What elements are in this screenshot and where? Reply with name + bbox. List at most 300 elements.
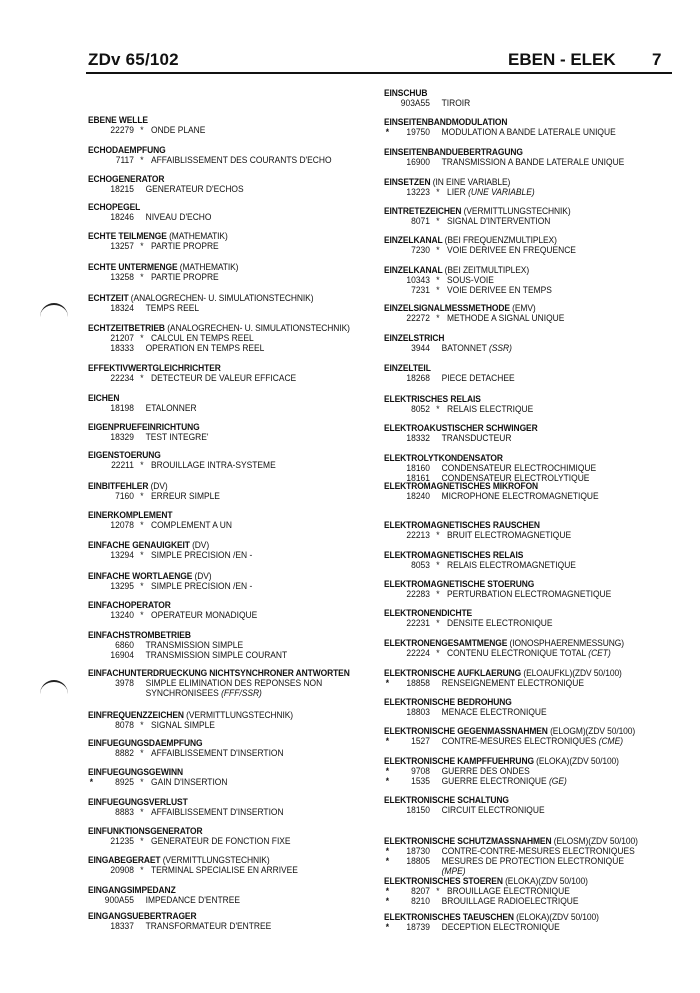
abbreviation: (GE) [548, 775, 567, 786]
term-number: 18333 [110, 342, 134, 353]
glossary-entry [88, 667, 350, 698]
french-translation: MENACE ELECTRONIQUE [441, 706, 547, 717]
glossary-entry [384, 726, 654, 746]
standard-term-marker: * [140, 864, 144, 875]
french-translation: BROUILLAGE ELECTRONIQUE [447, 885, 570, 896]
french-translation: TEST INTEGRE' [145, 431, 209, 442]
french-translation: CALCUL EN TEMPS REEL [151, 332, 254, 343]
french-translation: PARTIE PROPRE [151, 271, 219, 282]
standard-term-marker: * [436, 312, 440, 323]
glossary-entry [88, 571, 342, 591]
term-number: 13257 [110, 240, 134, 251]
nato-star-marker: * [385, 921, 390, 932]
french-translation: OPERATEUR MONADIQUE [151, 609, 258, 620]
term-text: EINGANGSUEBERTRAGER [88, 910, 197, 921]
term-number: 7230 [411, 244, 430, 255]
french-translation: BATONNET (SSR) [441, 342, 512, 353]
standard-term-marker: * [140, 549, 144, 560]
french-translation: OPERATION EN TEMPS REEL [145, 342, 265, 353]
term-text: EINZELTEIL [384, 362, 431, 373]
term-qualifier: (DV) [150, 480, 168, 491]
term-qualifier: (MATHEMATIK) [179, 261, 239, 272]
french-translation: BRUIT ELECTROMAGNETIQUE [447, 529, 572, 540]
translation-line [384, 373, 654, 383]
term-text: ELEKTRONISCHE AUFKLAERUNG [384, 667, 522, 678]
term-number: 18739 [406, 921, 430, 932]
term-number: 16900 [406, 156, 430, 167]
translation-line [88, 343, 342, 353]
french-translation: NIVEAU D'ECHO [145, 211, 212, 222]
glossary-entry [384, 481, 654, 501]
standard-term-marker: * [140, 124, 144, 135]
document-reference: ZDv 65/102 [88, 50, 179, 69]
term-number: 22224 [406, 647, 430, 658]
term-number: 22272 [406, 312, 430, 323]
term-text: ELEKTRONENDICHTE [384, 607, 473, 618]
term-number: 22231 [406, 617, 430, 628]
glossary-entry [88, 115, 342, 135]
term-text: EINFUEGUNGSVERLUST [88, 796, 188, 807]
glossary-entry [384, 423, 654, 443]
glossary-entry [88, 393, 342, 413]
french-translation: SIMPLE ELIMINATION DES REPONSES NON [145, 677, 323, 688]
term-number: 20908 [110, 864, 134, 875]
translation-line [88, 460, 342, 470]
term-text: EINGABEGERAET [88, 854, 161, 865]
abbreviation: (SSR) [488, 342, 512, 353]
term-number: 7117 [115, 154, 134, 165]
term-qualifier: (ELOKA)(ZDV 50/100) [536, 755, 619, 766]
abbreviation: (CME) [598, 735, 624, 746]
french-translation: GUERRE ELECTRONIQUE (GE) [441, 775, 567, 786]
standard-term-marker: * [140, 332, 144, 343]
standard-term-marker: * [140, 609, 144, 620]
glossary-entry [88, 481, 342, 501]
term-text: ELEKTRONISCHE KAMPFFUEHRUNG [384, 755, 534, 766]
glossary-entry [88, 422, 342, 442]
glossary-entry [384, 638, 654, 658]
standard-term-marker: * [140, 580, 144, 591]
glossary-entry [88, 911, 342, 931]
glossary-entry [384, 520, 654, 540]
term-number: 6860 [115, 639, 134, 650]
glossary-entry [88, 767, 342, 787]
standard-term-marker: * [140, 372, 144, 383]
french-translation: TRANSMISSION A BANDE LATERALE UNIQUE [441, 156, 625, 167]
term-number: 8053 [411, 559, 430, 570]
term-number: 7231 [411, 284, 430, 295]
abbreviation: (MPE) [441, 865, 466, 876]
term-number: 22211 [111, 459, 134, 470]
glossary-entry [384, 876, 654, 906]
term-text: EINZELKANAL [384, 234, 443, 245]
term-qualifier: (VERMITTLUNGSTECHNIK) [186, 709, 294, 720]
term-text: ECHTE UNTERMENGE [88, 261, 178, 272]
translation-line [384, 776, 654, 786]
translation-line [88, 241, 342, 251]
term-qualifier: (ELOKA)(ZDV 50/100) [516, 911, 599, 922]
nato-star-marker: * [385, 126, 390, 137]
translation-line [88, 836, 342, 846]
translation-line [88, 581, 342, 591]
range-heading: EBEN - ELEK [508, 50, 616, 69]
standard-term-marker: * [140, 835, 144, 846]
french-translation: SYNCHRONISEES (FFF/SSR) [145, 687, 262, 698]
term-number: 8882 [115, 747, 134, 758]
term-number: 22283 [406, 588, 430, 599]
term-text: EINBITFEHLER [88, 480, 149, 491]
nato-star-marker: * [385, 775, 390, 786]
glossary-entry [384, 265, 654, 295]
term-number: 13294 [110, 549, 134, 560]
french-translation: SOUS-VOIE [447, 274, 494, 285]
term-number: 8883 [115, 806, 134, 817]
header-rule [86, 72, 672, 74]
translation-line [88, 491, 342, 501]
term-qualifier: (DV) [192, 539, 210, 550]
standard-term-marker: * [140, 154, 144, 165]
french-translation: LIER (UNE VARIABLE) [447, 186, 535, 197]
term-text: EFFEKTIVWERTGLEICHRICHTER [88, 362, 221, 373]
term-text: ECHODAEMPFUNG [88, 144, 166, 155]
glossary-entry [384, 550, 654, 570]
translation-line [88, 184, 342, 194]
term-number: 18332 [406, 432, 430, 443]
french-translation: BROUILLAGE INTRA-SYSTEME [151, 459, 276, 470]
standard-term-marker: * [140, 490, 144, 501]
glossary-entry [88, 202, 342, 222]
term-number: 19750 [406, 126, 430, 137]
term-text: ELEKTROMAGNETISCHES RELAIS [384, 549, 524, 560]
glossary-entry [384, 836, 654, 876]
glossary-entry [88, 630, 342, 660]
translation-line [88, 155, 342, 165]
nato-star-marker: * [385, 845, 390, 856]
standard-term-marker: * [436, 186, 440, 197]
binding-hole-mark [40, 680, 68, 696]
standard-term-marker: * [140, 519, 144, 530]
term-number: 1535 [411, 775, 430, 786]
glossary-entry [88, 174, 342, 194]
term-qualifier: (ELOAUFKL)(ZDV 50/100) [523, 667, 622, 678]
translation-line [88, 212, 342, 222]
translation-line [384, 285, 654, 295]
french-translation: AFFAIBLISSEMENT DES COURANTS D'ECHO [151, 154, 332, 165]
term-text: ECHOPEGEL [88, 201, 141, 212]
term-text: EBENE WELLE [88, 114, 148, 125]
term-text: EINFACHUNTERDRUECKUNG NICHTSYNCHRONER ANTWORTEN [88, 667, 350, 678]
translation-line [88, 895, 342, 905]
term-number: 21235 [110, 835, 134, 846]
term-text: EINFREQUENZZEICHEN [88, 709, 184, 720]
french-translation: GUERRE DES ONDES [441, 765, 530, 776]
french-translation: SIMPLE PRECISION /EN - [151, 549, 253, 560]
french-translation: VOIE DERIVEE EN FREQUENCE [447, 244, 576, 255]
term-text: EINTRETEZEICHEN [384, 205, 462, 216]
term-text: ECHOGENERATOR [88, 173, 165, 184]
glossary-entry [384, 363, 654, 383]
standard-term-marker: * [436, 284, 440, 295]
french-translation: ERREUR SIMPLE [151, 490, 220, 501]
translation-line [384, 343, 654, 353]
translation-line [88, 807, 342, 817]
nato-star-marker: * [385, 765, 390, 776]
translation-line [384, 157, 654, 167]
french-translation: TRANSFORMATEUR D'ENTREE [145, 920, 272, 931]
term-number: 3978 [115, 677, 134, 688]
standard-term-marker: * [140, 747, 144, 758]
glossary-entry [384, 235, 654, 255]
french-translation: TRANSMISSION SIMPLE [145, 639, 244, 650]
term-number: 1527 [411, 735, 430, 746]
french-translation: TEMPS REEL [145, 302, 200, 313]
translation-line [384, 678, 654, 688]
glossary-entry [88, 710, 342, 730]
standard-term-marker: * [436, 403, 440, 414]
translation-line [88, 520, 342, 530]
translation-line [384, 404, 654, 414]
standard-term-marker: * [436, 244, 440, 255]
translation-line [88, 373, 342, 383]
term-number: 18240 [406, 490, 430, 501]
term-qualifier: (ELOGM)(ZDV 50/100) [550, 725, 636, 736]
binding-hole-mark [40, 303, 68, 319]
glossary-entry [88, 363, 342, 383]
french-translation: RENSEIGNEMENT ELECTRONIQUE [441, 677, 584, 688]
term-text: ELEKTRONISCHE SCHUTZMASSNAHMEN [384, 835, 552, 846]
term-text: ELEKTRISCHES RELAIS [384, 393, 481, 404]
term-qualifier: (BEI ZEITMULTIPLEX) [444, 264, 530, 275]
translation-line [384, 187, 654, 197]
term-qualifier: (ANALOGRECHEN- U. SIMULATIONSTECHNIK) [130, 292, 314, 303]
term-number: 21207 [110, 332, 134, 343]
glossary-entry [88, 145, 342, 165]
term-number: 18730 [406, 845, 430, 856]
nato-star-marker: * [89, 776, 94, 787]
term-text: EINSCHUB [384, 87, 428, 98]
term-number: 7160 [115, 490, 134, 501]
translation-line [384, 618, 654, 628]
term-text: EIGENPRUEFEINRICHTUNG [88, 421, 200, 432]
french-translation: IMPEDANCE D'ENTREE [145, 894, 241, 905]
standard-term-marker: * [436, 617, 440, 628]
term-number: 18215 [110, 183, 134, 194]
term-text: EINFACHE GENAUIGKEIT [88, 539, 190, 550]
glossary-entry [88, 600, 342, 620]
glossary-entry [88, 797, 342, 817]
french-translation: CIRCUIT ELECTRONIQUE [441, 804, 545, 815]
term-text: EINSETZEN [384, 176, 431, 187]
term-text: ELEKTROMAGNETISCHES MIKROFON [384, 480, 539, 491]
french-translation: MODULATION A BANDE LATERALE UNIQUE [441, 126, 616, 137]
glossary-entry [384, 668, 654, 688]
standard-term-marker: * [140, 459, 144, 470]
term-number: 9708 [411, 765, 430, 776]
french-translation: GENERATEUR DE FONCTION FIXE [151, 835, 291, 846]
standard-term-marker: * [436, 588, 440, 599]
term-text: EINFACHSTROMBETRIEB [88, 629, 191, 640]
translation-line [88, 720, 342, 730]
term-text: ELEKTROMAGNETISCHE STOERUNG [384, 578, 535, 589]
french-translation: CONDENSATEUR ELECTROCHIMIQUE [441, 462, 597, 473]
term-number: 18160 [406, 462, 430, 473]
term-number: 13223 [406, 186, 430, 197]
abbreviation: (CET) [588, 647, 611, 658]
glossary-entry [384, 795, 654, 815]
glossary-entry [88, 293, 342, 313]
term-number: 18858 [406, 677, 430, 688]
french-translation: GAIN D'INSERTION [151, 776, 228, 787]
glossary-entry [384, 147, 654, 167]
abbreviation: (FFF/SSR) [221, 687, 262, 698]
french-translation: TRANSDUCTEUR [441, 432, 512, 443]
french-translation: TERMINAL SPECIALISE EN ARRIVEE [151, 864, 298, 875]
term-number: 8052 [411, 403, 430, 414]
term-text: EINZELSIGNALMESSMETHODE [384, 302, 510, 313]
term-qualifier: (BEI FREQUENZMULTIPLEX) [444, 234, 557, 245]
term-number: 16904 [110, 649, 134, 660]
translation-line [88, 550, 342, 560]
term-number: 18268 [406, 372, 430, 383]
translation-line [88, 688, 342, 698]
term-number: 18329 [110, 431, 134, 442]
term-number: 18805 [406, 855, 430, 866]
french-translation: CONTRE-MESURES ELECTRONIQUES (CME) [441, 735, 624, 746]
translation-line [384, 433, 654, 443]
term-number: 900A55 [104, 894, 134, 905]
translation-line [88, 650, 342, 660]
term-number: 13240 [110, 609, 134, 620]
term-text: EINGANGSIMPEDANZ [88, 884, 176, 895]
glossary-entry [384, 177, 654, 197]
french-translation: METHODE A SIGNAL UNIQUE [447, 312, 565, 323]
term-number: 22213 [406, 529, 430, 540]
term-text: ELEKTRONISCHE SCHALTUNG [384, 794, 509, 805]
french-translation: AFFAIBLISSEMENT D'INSERTION [151, 806, 284, 817]
translation-line [88, 403, 342, 413]
term-text: ECHTE TEILMENGE [88, 230, 167, 241]
glossary-entry [88, 738, 342, 758]
french-translation: RELAIS ELECTRIQUE [447, 403, 534, 414]
glossary-entry [88, 510, 342, 530]
term-text: ECHTZEIT [88, 292, 129, 303]
term-number: 22234 [110, 372, 134, 383]
french-translation: CONTRE-CONTRE-MESURES ELECTRONIQUES [441, 845, 635, 856]
term-number: 8207 [411, 885, 430, 896]
french-translation: COMPLEMENT A UN [151, 519, 232, 530]
translation-line [384, 245, 654, 255]
glossary-entry [384, 608, 654, 628]
translation-line [88, 432, 342, 442]
glossary-entry [88, 231, 342, 251]
abbreviation: (UNE VARIABLE) [468, 186, 535, 197]
term-qualifier: (ELOKA)(ZDV 50/100) [505, 875, 588, 886]
nato-star-marker: * [385, 895, 390, 906]
french-translation: PIECE DETACHEE [441, 372, 515, 383]
nato-star-marker: * [385, 855, 390, 866]
term-number: 18161 [406, 472, 430, 483]
french-translation: MICROPHONE ELECTROMAGNETIQUE [441, 490, 599, 501]
translation-line [88, 125, 342, 135]
french-translation: BROUILLAGE RADIOELECTRIQUE [441, 895, 579, 906]
translation-line [384, 560, 654, 570]
french-translation: CONDENSATEUR ELECTROLYTIQUE [441, 472, 590, 483]
translation-line [88, 748, 342, 758]
term-text: EINFUNKTIONSGENERATOR [88, 825, 203, 836]
translation-line [384, 589, 654, 599]
translation-line [384, 648, 654, 658]
french-translation: CONTENU ELECTRONIQUE TOTAL (CET) [447, 647, 611, 658]
term-number: 18198 [110, 402, 134, 413]
glossary-entry [88, 322, 350, 353]
standard-term-marker: * [140, 240, 144, 251]
glossary-entry [384, 117, 654, 137]
standard-term-marker: * [436, 647, 440, 658]
standard-term-marker: * [436, 274, 440, 285]
glossary-entry [384, 394, 654, 414]
translation-line [384, 856, 654, 866]
french-translation: TIROIR [441, 97, 471, 108]
term-number: 13295 [110, 580, 134, 591]
glossary-entry [384, 453, 654, 483]
term-text: EINZELKANAL [384, 264, 443, 275]
translation-line [88, 303, 342, 313]
french-translation: VOIE DERIVEE EN TEMPS [447, 284, 552, 295]
glossary-entry [384, 697, 654, 717]
translation-line [384, 922, 654, 932]
term-text: EINSEITENBANDUEBERTRAGUNG [384, 146, 523, 157]
glossary-entry [384, 206, 654, 226]
term-text: EINERKOMPLEMENT [88, 509, 173, 520]
glossary-entry [384, 756, 654, 786]
translation-line [384, 896, 654, 906]
translation-line [88, 610, 342, 620]
french-translation: SIGNAL D'INTERVENTION [447, 215, 551, 226]
term-number: 18324 [110, 302, 134, 313]
nato-star-marker: * [385, 735, 390, 746]
standard-term-marker: * [140, 776, 144, 787]
standard-term-marker: * [140, 806, 144, 817]
translation-line [384, 98, 654, 108]
french-translation: GENERATEUR D'ECHOS [145, 183, 244, 194]
translation-line [384, 216, 654, 226]
french-translation: SIMPLE PRECISION /EN - [151, 580, 253, 591]
term-text: EINFUEGUNGSDAEMPFUNG [88, 737, 203, 748]
term-number: 13258 [110, 271, 134, 282]
term-text: ELEKTROMAGNETISCHES RAUSCHEN [384, 519, 540, 530]
translation-line [88, 272, 342, 282]
term-number: 22279 [110, 124, 134, 135]
term-number: 3944 [411, 342, 430, 353]
term-number: 8925 [115, 776, 134, 787]
glossary-entry [384, 88, 654, 108]
french-translation: PARTIE PROPRE [151, 240, 219, 251]
term-text: ELEKTROAKUSTISCHER SCHWINGER [384, 422, 538, 433]
french-translation: ETALONNER [145, 402, 197, 413]
french-translation: ONDE PLANE [151, 124, 206, 135]
translation-line [384, 805, 654, 815]
term-text: EIGENSTOERUNG [88, 449, 161, 460]
term-number: 8078 [115, 719, 134, 730]
translation-line [384, 127, 654, 137]
term-number: 18337 [110, 920, 134, 931]
term-number: 12078 [110, 519, 134, 530]
translation-line [384, 313, 654, 323]
term-qualifier: (ELOSM)(ZDV 50/100) [553, 835, 638, 846]
term-number: 18246 [110, 211, 134, 222]
term-text: ELEKTROLYTKONDENSATOR [384, 452, 503, 463]
page-number: 7 [652, 50, 662, 69]
